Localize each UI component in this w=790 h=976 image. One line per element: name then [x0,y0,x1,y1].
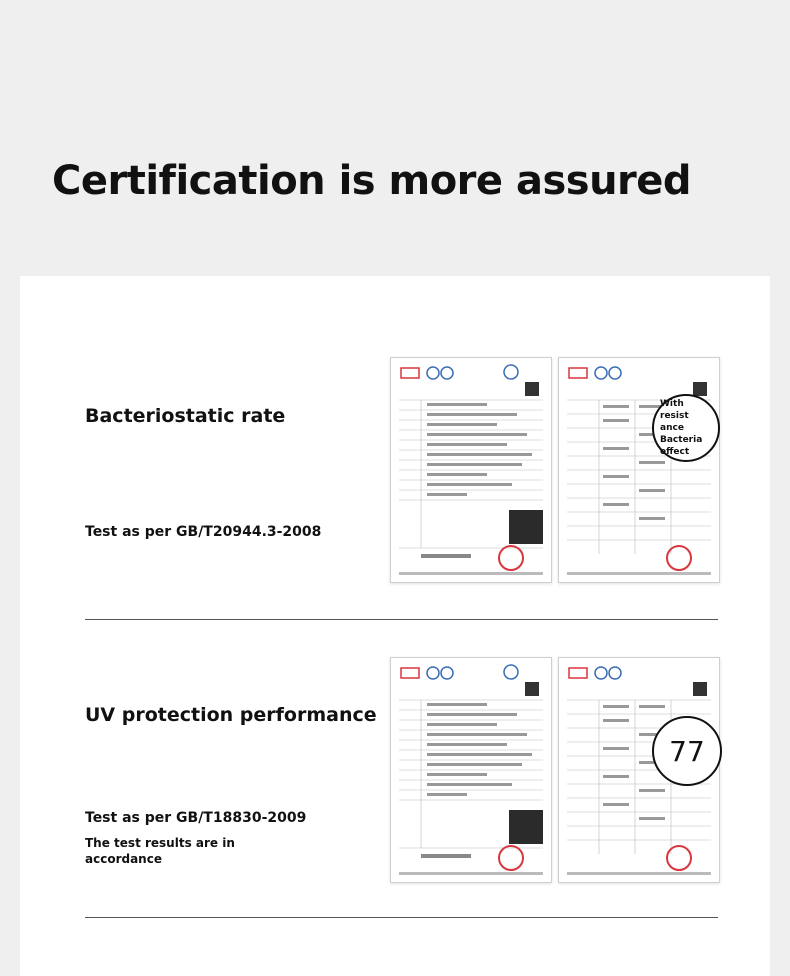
section-standard-bacteriostatic: Test as per GB/T20944.3-2008 [85,524,322,540]
section-standard-uv: Test as per GB/T18830-2009 [85,810,307,826]
report-page-graphic [559,358,719,582]
test-report-doc-1b [558,357,720,583]
callout-value: 77 [669,734,705,768]
section-divider [85,917,718,918]
test-report-doc-1a [390,357,552,583]
section-title-bacteriostatic: Bacteriostatic rate [85,405,286,427]
test-report-doc-2a [390,657,552,883]
callout-line: Bacteria [660,435,703,445]
callout-uv-value [652,716,722,786]
callout-line: With [660,399,684,409]
section-divider [85,619,718,620]
page-title: Certification is more assured [52,158,692,204]
report-page-graphic [391,658,551,882]
section-note-uv: The test results are in accordance [85,836,235,866]
callout-line: resist ance [660,411,689,433]
section-title-uv: UV protection performance [85,704,377,726]
callout-line: effect [660,447,690,457]
report-page-graphic [391,358,551,582]
certification-card [20,276,770,976]
callout-antibacterial [652,394,720,462]
